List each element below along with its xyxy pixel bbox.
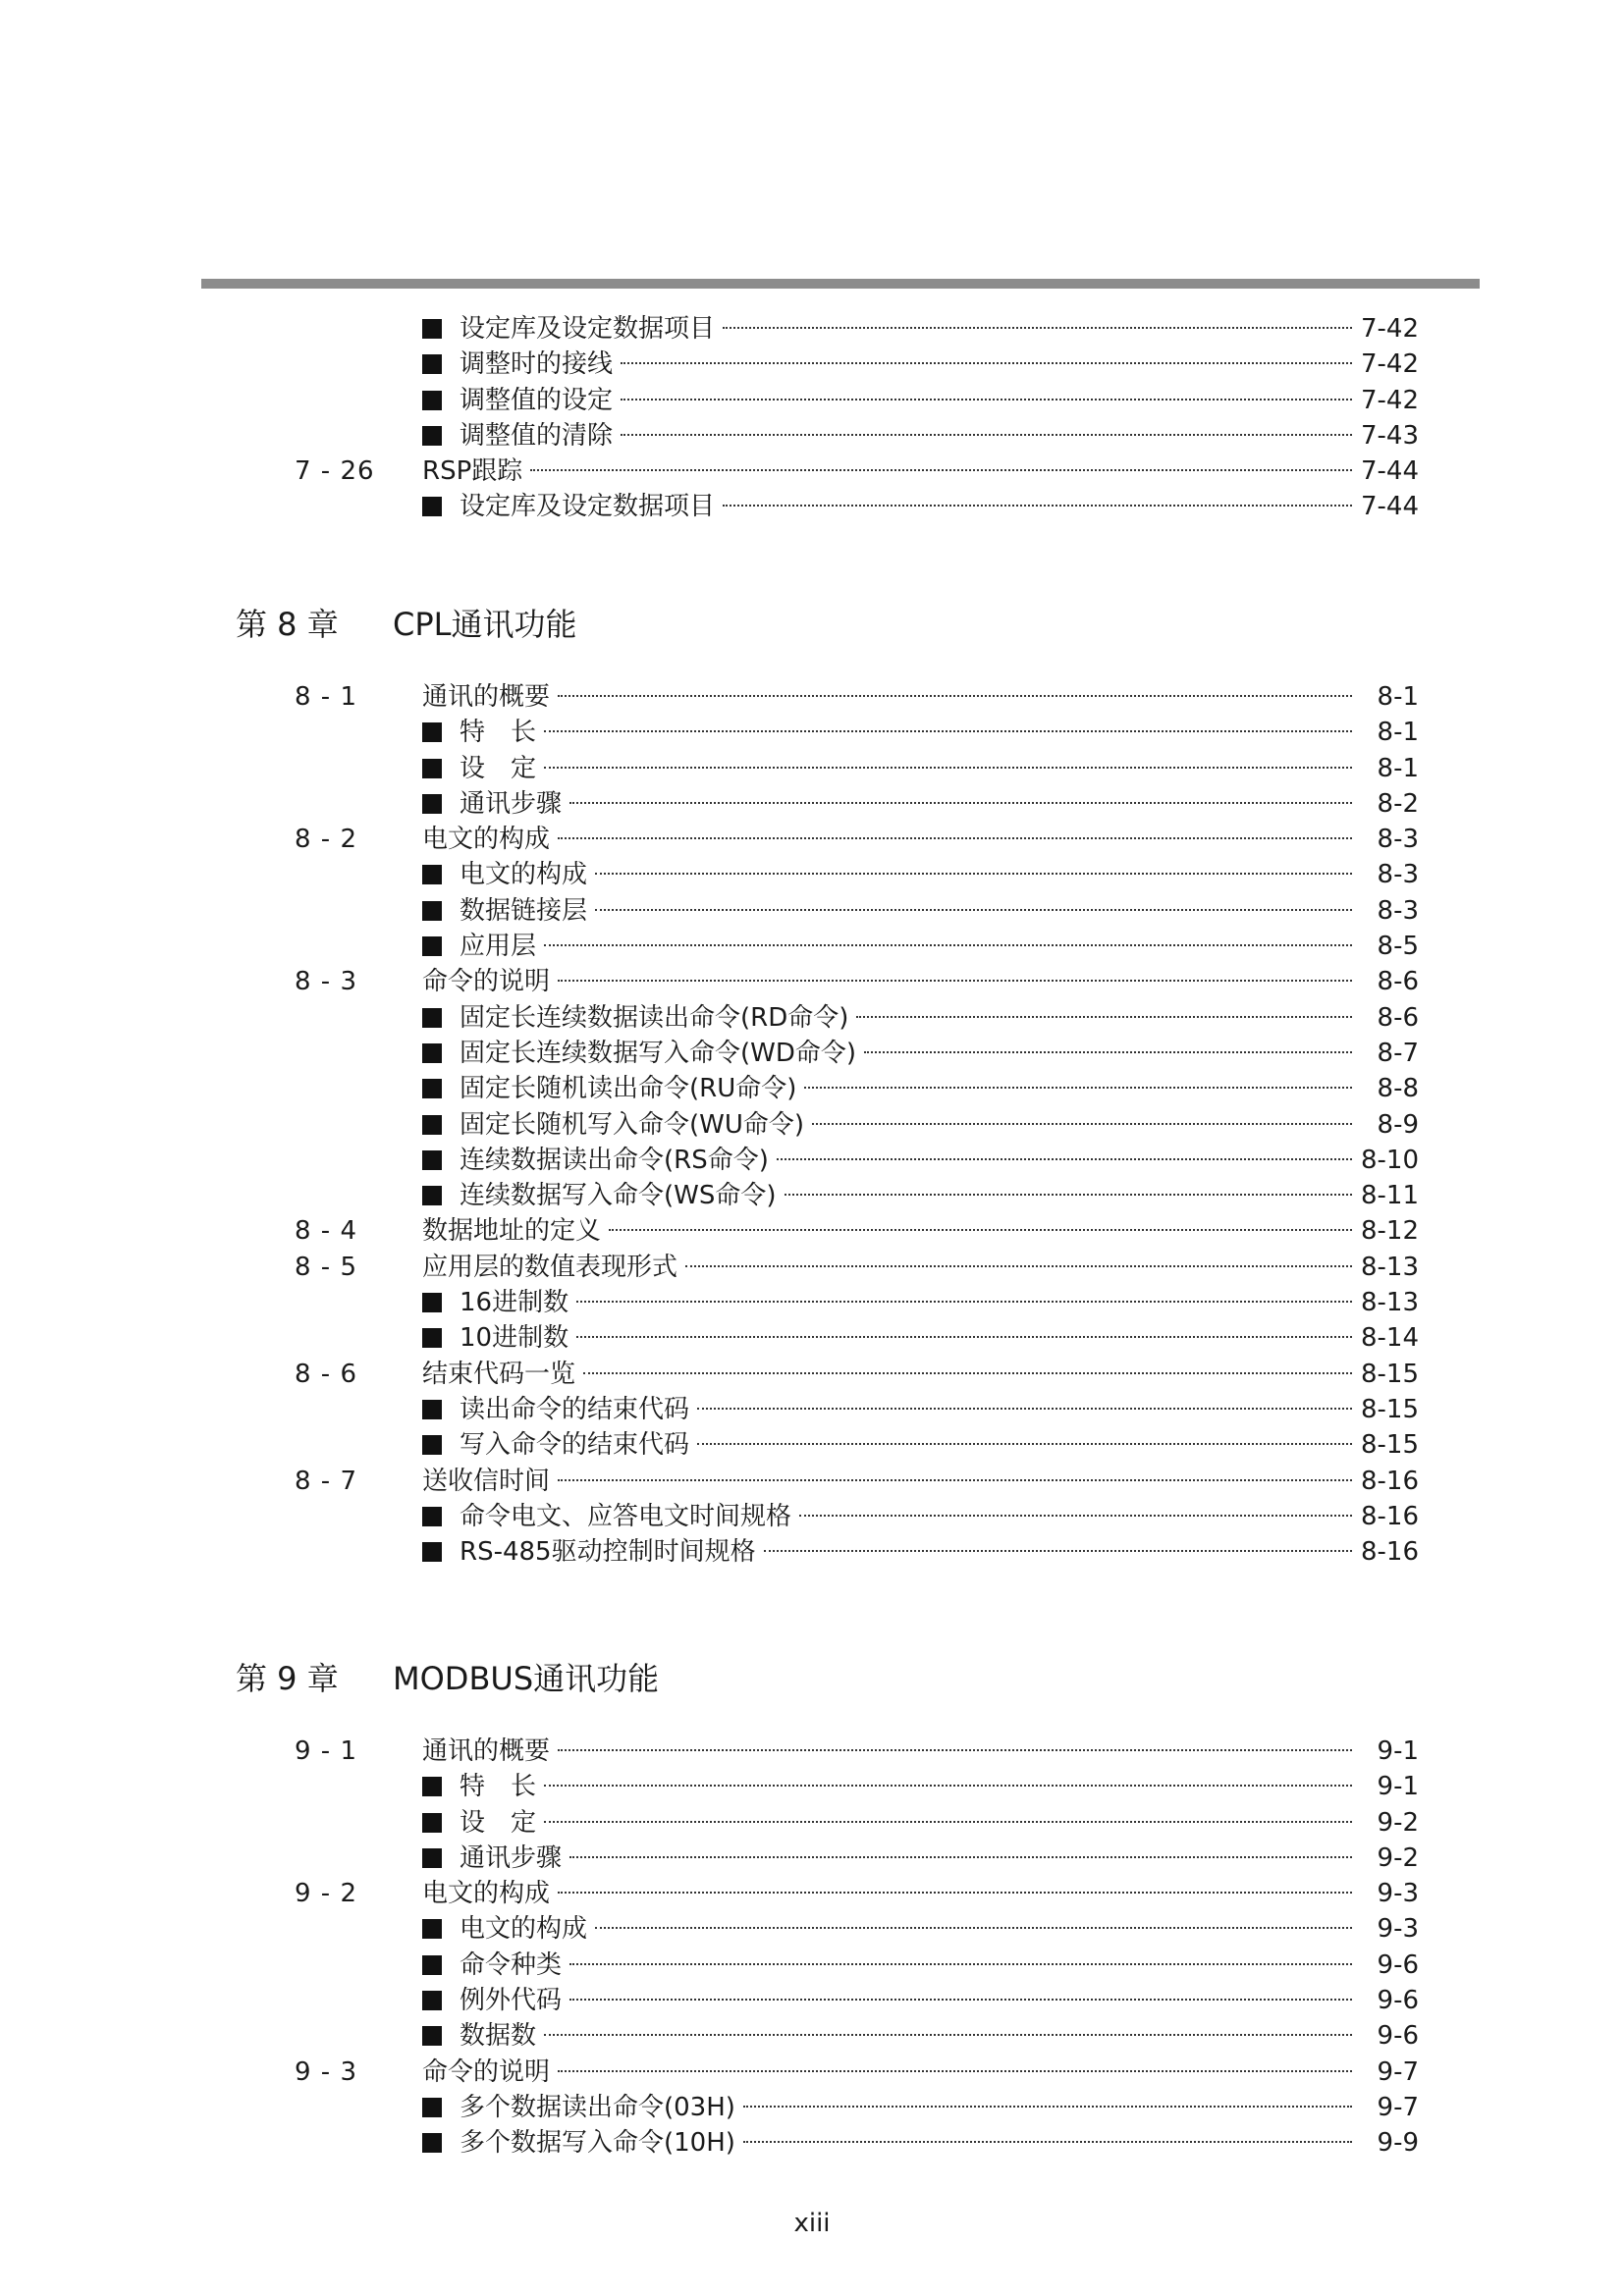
toc-entry[interactable]	[0, 383, 1624, 418]
dot-leader	[864, 1051, 1352, 1053]
section-number: 8 - 2	[295, 825, 357, 855]
entry-title: 调整值的清除	[460, 420, 614, 451]
toc-entry-line	[422, 1250, 1419, 1285]
toc-entry-line	[422, 2055, 1419, 2090]
page-ref: 9-3	[1377, 1879, 1419, 1909]
toc-entry[interactable]	[0, 1983, 1624, 2018]
page-ref: 8-9	[1377, 1109, 1419, 1140]
page-ref: 8-16	[1360, 1501, 1419, 1531]
dot-leader	[595, 909, 1352, 911]
toc-entry[interactable]	[0, 1143, 1624, 1178]
square-bullet-icon	[422, 1435, 442, 1455]
entry-title: 电文的构成	[460, 1914, 588, 1945]
toc-entry[interactable]	[0, 893, 1624, 929]
toc-entry-line	[422, 1036, 1419, 1071]
toc-entry[interactable]	[0, 1357, 1624, 1392]
toc-entry[interactable]	[0, 964, 1624, 999]
dot-leader	[723, 505, 1352, 507]
entry-title: 通讯步骤	[460, 788, 563, 819]
dot-leader	[558, 1892, 1352, 1894]
toc-entry-line	[422, 1392, 1419, 1427]
toc-entry-line	[422, 715, 1419, 750]
page-ref: 8-11	[1360, 1181, 1419, 1211]
dot-leader	[558, 695, 1352, 697]
toc-entry[interactable]	[0, 1876, 1624, 1911]
square-bullet-icon	[422, 2098, 442, 2117]
square-bullet-icon	[422, 1955, 442, 1975]
dot-leader	[743, 2106, 1352, 2108]
square-bullet-icon	[422, 794, 442, 814]
page-ref: 8-6	[1377, 967, 1419, 997]
section-number: 9 - 3	[295, 2056, 357, 2087]
dot-leader	[595, 1927, 1352, 1929]
page-ref: 7-42	[1360, 314, 1419, 344]
toc-entry-line	[422, 1805, 1419, 1841]
toc-entry-line	[422, 1734, 1419, 1769]
page-ref: 7-43	[1360, 420, 1419, 451]
dot-leader	[804, 1087, 1352, 1089]
page-ref: 8-12	[1360, 1216, 1419, 1247]
toc-entry-line	[422, 822, 1419, 857]
toc-entry[interactable]	[0, 1107, 1624, 1143]
page-ref: 9-7	[1377, 2056, 1419, 2087]
entry-title: 送收信时间	[422, 1466, 551, 1496]
toc-entry[interactable]	[0, 822, 1624, 857]
toc-entry-line	[422, 1841, 1419, 1876]
toc-entry-line	[422, 2090, 1419, 2125]
page-ref: 8-3	[1377, 825, 1419, 855]
page-ref: 7-42	[1360, 349, 1419, 380]
entry-title: 例外代码	[460, 1986, 563, 2016]
dot-leader	[583, 1372, 1352, 1374]
square-bullet-icon	[422, 1991, 442, 2010]
square-bullet-icon	[422, 2026, 442, 2046]
toc-entry-line	[422, 1320, 1419, 1356]
entry-title: RSP跟踪	[422, 456, 523, 487]
square-bullet-icon	[422, 1542, 442, 1562]
square-bullet-icon	[422, 1777, 442, 1796]
dot-leader	[558, 2070, 1352, 2072]
square-bullet-icon	[422, 1186, 442, 1205]
entry-title: 设 定	[460, 1807, 537, 1838]
toc-entry[interactable]	[0, 1464, 1624, 1499]
toc-entry[interactable]	[0, 489, 1624, 524]
square-bullet-icon	[422, 391, 442, 410]
page-ref: 8-1	[1377, 753, 1419, 783]
dot-leader	[544, 1785, 1352, 1787]
page-ref: 8-1	[1377, 718, 1419, 748]
entry-title: 通讯的概要	[422, 682, 551, 712]
page-ref: 8-16	[1360, 1537, 1419, 1568]
page-ref: 8-1	[1377, 682, 1419, 712]
entry-title: 固定长随机写入命令(WU命令)	[460, 1109, 805, 1140]
entry-title: 连续数据写入命令(WS命令)	[460, 1181, 777, 1211]
square-bullet-icon	[422, 497, 442, 516]
toc-entry-line	[422, 1876, 1419, 1911]
toc-entry[interactable]	[0, 1499, 1624, 1534]
toc-entry-line	[422, 1769, 1419, 1804]
toc-entry[interactable]	[0, 2090, 1624, 2125]
toc-entry[interactable]	[0, 1213, 1624, 1249]
dot-leader	[569, 802, 1352, 804]
toc-entry-line	[422, 679, 1419, 715]
entry-title: 数据数	[460, 2021, 537, 2052]
page-ref: 9-6	[1377, 1949, 1419, 1980]
section-number: 8 - 7	[295, 1466, 357, 1496]
dot-leader	[576, 1336, 1352, 1338]
chapter-title: MODBUS通讯功能	[393, 1660, 660, 1697]
square-bullet-icon	[422, 426, 442, 446]
square-bullet-icon	[422, 1813, 442, 1833]
section-number: 8 - 6	[295, 1359, 357, 1389]
dot-leader	[558, 1749, 1352, 1751]
toc-entry[interactable]	[0, 1392, 1624, 1427]
page-ref: 9-3	[1377, 1914, 1419, 1945]
entry-title: 特 长	[460, 1772, 537, 1802]
section-number: 8 - 5	[295, 1252, 357, 1282]
toc-entry-line	[422, 418, 1419, 454]
page-ref: 7-42	[1360, 385, 1419, 415]
page-ref: 8-15	[1360, 1359, 1419, 1389]
dot-leader	[530, 469, 1352, 471]
toc-entry[interactable]	[0, 1250, 1624, 1285]
toc-entry-line	[422, 1464, 1419, 1499]
toc-entry-line	[422, 893, 1419, 929]
section-number: 8 - 3	[295, 967, 357, 997]
toc-entry[interactable]	[0, 2018, 1624, 2054]
entry-title: RS-485驱动控制时间规格	[460, 1537, 756, 1568]
page-ref: 9-2	[1377, 1842, 1419, 1873]
toc-entry[interactable]	[0, 715, 1624, 750]
toc-chapter-8	[0, 679, 1624, 1570]
chapter-title: CPL通讯功能	[393, 606, 577, 643]
toc-entry-line	[422, 751, 1419, 786]
entry-title: 固定长连续数据读出命令(RD命令)	[460, 1002, 849, 1033]
entry-title: 命令的说明	[422, 2056, 551, 2087]
toc-entry[interactable]	[0, 1427, 1624, 1463]
entry-title: 写入命令的结束代码	[460, 1430, 690, 1461]
toc-entry-line	[422, 347, 1419, 382]
page-ref: 8-10	[1360, 1145, 1419, 1175]
toc-entry[interactable]	[0, 1734, 1624, 1769]
toc-entry-line	[422, 1071, 1419, 1106]
page-ref: 9-7	[1377, 2092, 1419, 2122]
chapter-label: 第 8 章	[236, 606, 339, 643]
entry-title: 设定库及设定数据项目	[460, 492, 716, 522]
dot-leader	[544, 730, 1352, 732]
dot-leader	[743, 2141, 1352, 2143]
entry-title: 连续数据读出命令(RS命令)	[460, 1145, 769, 1175]
toc-entry[interactable]	[0, 929, 1624, 964]
section-number: 8 - 1	[295, 682, 357, 712]
toc-entry-line	[422, 929, 1419, 964]
toc-entry-line	[422, 1499, 1419, 1534]
toc-entry-line	[422, 1534, 1419, 1570]
page-number: xiii	[793, 2209, 831, 2238]
toc-entry[interactable]	[0, 418, 1624, 454]
toc-entry-line	[422, 1143, 1419, 1178]
entry-title: 命令的说明	[422, 967, 551, 997]
page-ref: 8-7	[1377, 1038, 1419, 1068]
entry-title: 电文的构成	[422, 825, 551, 855]
square-bullet-icon	[422, 1328, 442, 1348]
chapter-label: 第 9 章	[236, 1660, 339, 1697]
toc-entry[interactable]	[0, 311, 1624, 347]
toc-entry-line	[422, 1213, 1419, 1249]
entry-title: 应用层	[460, 932, 537, 962]
toc-entry[interactable]	[0, 2055, 1624, 2090]
square-bullet-icon	[422, 1150, 442, 1170]
toc-entry-line	[422, 311, 1419, 347]
top-rule	[201, 279, 1480, 289]
toc-entry[interactable]	[0, 857, 1624, 892]
square-bullet-icon	[422, 1293, 442, 1312]
toc-entry-line	[422, 489, 1419, 524]
dot-leader	[723, 327, 1352, 329]
entry-title: 10进制数	[460, 1323, 569, 1354]
entry-title: 固定长连续数据写入命令(WD命令)	[460, 1038, 857, 1068]
square-bullet-icon	[422, 1008, 442, 1028]
square-bullet-icon	[422, 354, 442, 374]
page-ref: 7-44	[1360, 456, 1419, 487]
entry-title: 电文的构成	[422, 1879, 551, 1909]
dot-leader	[595, 873, 1352, 875]
entry-title: 多个数据写入命令(10H)	[460, 2128, 735, 2159]
dot-leader	[569, 1963, 1352, 1965]
dot-leader	[856, 1016, 1352, 1018]
dot-leader	[812, 1123, 1352, 1125]
entry-title: 通讯步骤	[460, 1842, 563, 1873]
square-bullet-icon	[422, 1079, 442, 1098]
dot-leader	[621, 362, 1352, 364]
entry-title: 调整时的接线	[460, 349, 614, 380]
square-bullet-icon	[422, 901, 442, 921]
toc-entry-line	[422, 383, 1419, 418]
dot-leader	[799, 1515, 1352, 1517]
dot-leader	[785, 1194, 1353, 1196]
chapter-heading	[236, 603, 576, 646]
dot-leader	[697, 1443, 1352, 1445]
toc-entry-line	[422, 1427, 1419, 1463]
page-ref: 8-16	[1360, 1466, 1419, 1496]
toc-entry-line	[422, 1983, 1419, 2018]
toc-chapter-9	[0, 1734, 1624, 2162]
toc-entry[interactable]	[0, 1178, 1624, 1213]
entry-title: 电文的构成	[460, 860, 588, 890]
page-ref: 8-6	[1377, 1002, 1419, 1033]
square-bullet-icon	[422, 759, 442, 778]
entry-title: 应用层的数值表现形式	[422, 1252, 678, 1282]
page-ref: 8-3	[1377, 895, 1419, 926]
toc-entry-line	[422, 1948, 1419, 1983]
page-ref: 8-15	[1360, 1394, 1419, 1424]
toc-entry[interactable]	[0, 1071, 1624, 1106]
square-bullet-icon	[422, 936, 442, 956]
page-ref: 9-1	[1377, 1736, 1419, 1766]
dot-leader	[558, 980, 1352, 982]
toc-entry[interactable]	[0, 679, 1624, 715]
toc-entry[interactable]	[0, 1320, 1624, 1356]
dot-leader	[544, 767, 1352, 769]
page-ref: 9-6	[1377, 1986, 1419, 2016]
toc-entry-line	[422, 1911, 1419, 1947]
dot-leader	[558, 837, 1352, 839]
entry-title: 16进制数	[460, 1288, 569, 1318]
page-ref: 8-3	[1377, 860, 1419, 890]
toc-entry[interactable]	[0, 1036, 1624, 1071]
dot-leader	[558, 1479, 1352, 1481]
square-bullet-icon	[422, 865, 442, 884]
page-ref: 8-15	[1360, 1430, 1419, 1461]
entry-title: 特 长	[460, 718, 537, 748]
dot-leader	[764, 1550, 1352, 1552]
entry-title: 固定长随机读出命令(RU命令)	[460, 1074, 797, 1104]
entry-title: 读出命令的结束代码	[460, 1394, 690, 1424]
toc-entry[interactable]	[0, 751, 1624, 786]
toc-entry-line	[422, 786, 1419, 822]
page-ref: 8-8	[1377, 1074, 1419, 1104]
page-ref: 9-1	[1377, 1772, 1419, 1802]
square-bullet-icon	[422, 319, 442, 339]
toc-entry[interactable]	[0, 1285, 1624, 1320]
page-ref: 7-44	[1360, 492, 1419, 522]
toc-entry-line	[422, 1107, 1419, 1143]
dot-leader	[621, 434, 1352, 436]
section-number: 9 - 1	[295, 1736, 357, 1766]
toc-continued-section	[0, 311, 1624, 525]
page-ref: 8-13	[1360, 1252, 1419, 1282]
dot-leader	[569, 1856, 1352, 1858]
page-ref: 9-6	[1377, 2021, 1419, 2052]
toc-entry-line	[422, 1285, 1419, 1320]
dot-leader	[544, 944, 1352, 946]
dot-leader	[576, 1301, 1352, 1303]
toc-entry[interactable]	[0, 1948, 1624, 1983]
entry-title: 调整值的设定	[460, 385, 614, 415]
dot-leader	[569, 1999, 1352, 2001]
entry-title: 命令种类	[460, 1949, 563, 1980]
toc-entry[interactable]	[0, 1534, 1624, 1570]
page-ref: 9-2	[1377, 1807, 1419, 1838]
section-number: 9 - 2	[295, 1879, 357, 1909]
entry-title: 数据地址的定义	[422, 1216, 602, 1247]
toc-entry-line	[422, 1000, 1419, 1036]
chapter-heading	[236, 1657, 659, 1700]
toc-entry-line	[422, 454, 1419, 489]
square-bullet-icon	[422, 1115, 442, 1135]
entry-title: 多个数据读出命令(03H)	[460, 2092, 735, 2122]
square-bullet-icon	[422, 722, 442, 742]
dot-leader	[777, 1158, 1352, 1160]
toc-entry-line	[422, 2018, 1419, 2054]
toc-entry-line	[422, 1357, 1419, 1392]
toc-entry-line	[422, 2125, 1419, 2161]
square-bullet-icon	[422, 1919, 442, 1939]
toc-entry[interactable]	[0, 454, 1624, 489]
entry-title: 命令电文、应答电文时间规格	[460, 1501, 792, 1531]
toc-entry-line	[422, 857, 1419, 892]
toc-entry[interactable]	[0, 1841, 1624, 1876]
section-number: 8 - 4	[295, 1216, 357, 1247]
entry-title: 结束代码一览	[422, 1359, 576, 1389]
entry-title: 通讯的概要	[422, 1736, 551, 1766]
toc-entry[interactable]	[0, 1805, 1624, 1841]
toc-entry-line	[422, 964, 1419, 999]
section-number: 7 - 26	[295, 456, 375, 487]
square-bullet-icon	[422, 1043, 442, 1063]
dot-leader	[685, 1265, 1352, 1267]
toc-entry-line	[422, 1178, 1419, 1213]
dot-leader	[621, 399, 1352, 400]
toc-entry[interactable]	[0, 1911, 1624, 1947]
dot-leader	[544, 1821, 1352, 1823]
page-ref: 8-14	[1360, 1323, 1419, 1354]
toc-entry[interactable]	[0, 2125, 1624, 2161]
dot-leader	[609, 1229, 1352, 1231]
page-ref: 9-9	[1377, 2128, 1419, 2159]
entry-title: 数据链接层	[460, 895, 588, 926]
page-ref: 8-2	[1377, 788, 1419, 819]
toc-entry[interactable]	[0, 1769, 1624, 1804]
dot-leader	[697, 1408, 1352, 1410]
square-bullet-icon	[422, 2133, 442, 2153]
toc-entry[interactable]	[0, 1000, 1624, 1036]
toc-entry[interactable]	[0, 347, 1624, 382]
toc-entry[interactable]	[0, 786, 1624, 822]
entry-title: 设 定	[460, 753, 537, 783]
square-bullet-icon	[422, 1400, 442, 1419]
page-ref: 8-5	[1377, 932, 1419, 962]
square-bullet-icon	[422, 1507, 442, 1526]
square-bullet-icon	[422, 1848, 442, 1868]
dot-leader	[544, 2034, 1352, 2036]
page-ref: 8-13	[1360, 1288, 1419, 1318]
entry-title: 设定库及设定数据项目	[460, 314, 716, 344]
